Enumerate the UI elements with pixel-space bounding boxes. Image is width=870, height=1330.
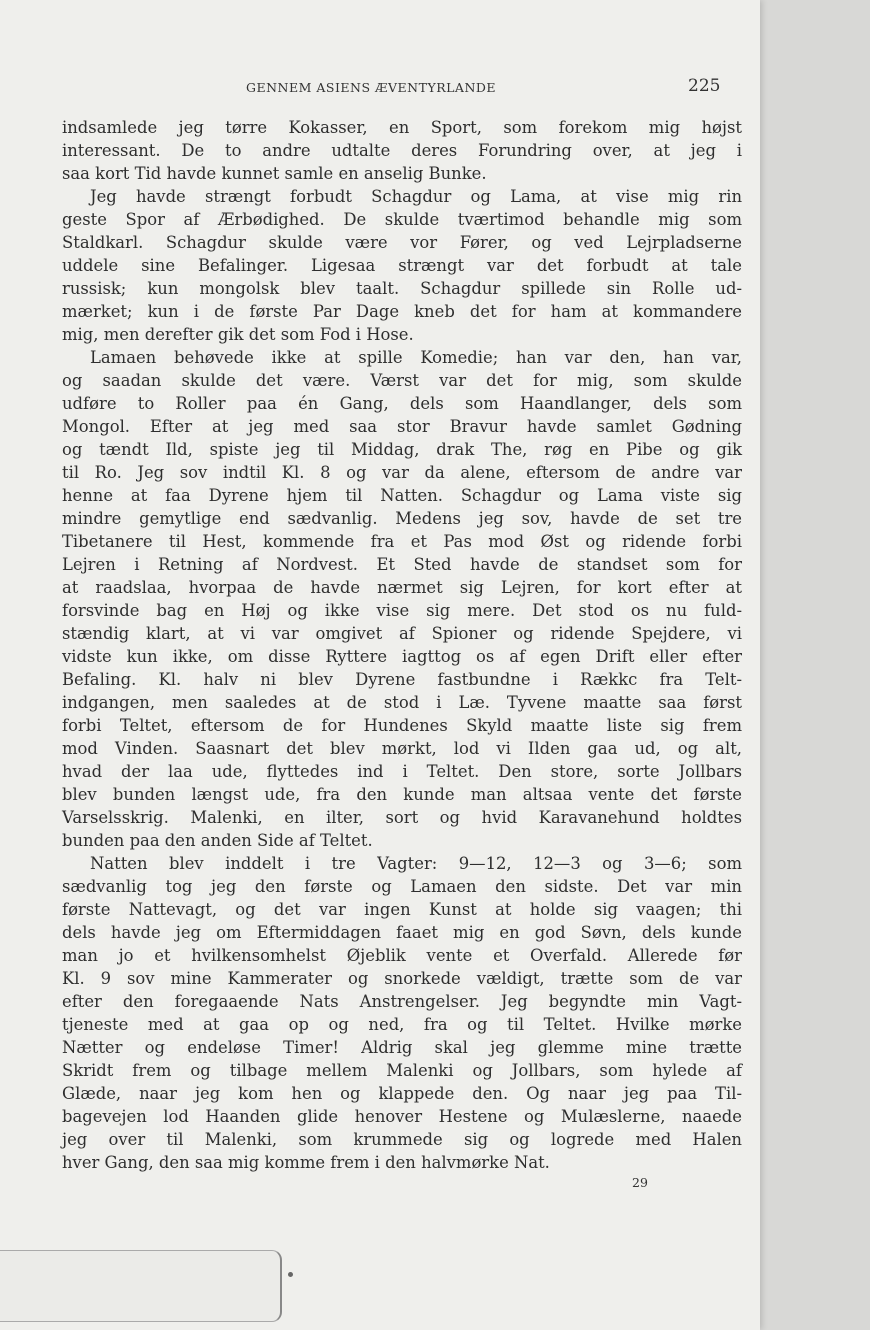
text-line: Staldkarl. Schagdur skulde være vor Fører, og ved Lejrpladserne [62,233,742,252]
text-line: jeg over til Malenki, som krummede sig og logrede med Halen [62,1130,742,1149]
text-line: Lamaen behøvede ikke at spille Komedie; han var den, han var, [90,348,742,367]
text-line: vidste kun ikke, om disse Ryttere iagttog os af egen Drift eller efter [62,647,742,666]
text-line: og saadan skulde det være. Værst var det for mig, som skulde [62,371,742,390]
text-line: russisk; kun mongolsk blev taalt. Schagdur spillede sin Rolle ud- [62,279,742,298]
text-line: mod Vinden. Saasnart det blev mørkt, lod vi Ilden gaa ud, og alt, [62,739,742,758]
text-line: man jo et hvilkensomhelst Øjeblik vente et Overfald. Allerede før [62,946,742,965]
text-line: Tibetanere til Hest, kommende fra et Pas mod Øst og ridende forbi [62,532,742,551]
text-line: Befaling. Kl. halv ni blev Dyrene fastbundne i Rækkc fra Telt- [62,670,742,689]
text-line: bunden paa den anden Side af Teltet. [62,831,373,850]
text-line: bagevejen lod Haanden glide henover Hestene og Mulæslerne, naaede [62,1107,742,1126]
text-line: Natten blev inddelt i tre Vagter: 9—12, 12—3 og 3—6; som [90,854,742,873]
text-line: henne at faa Dyrene hjem til Natten. Schagdur og Lama viste sig [62,486,742,505]
text-line: indsamlede jeg tørre Kokasser, en Sport, som forekom mig højst [62,118,742,137]
text-line: tjeneste med at gaa op og ned, fra og til Teltet. Hvilke mørke [62,1015,742,1034]
text-line: Lejren i Retning af Nordvest. Et Sted havde de standset som for [62,555,742,574]
text-line: uddele sine Befalinger. Ligesaa strængt var det forbudt at tale [62,256,742,275]
text-line: Mongol. Efter at jeg med saa stor Bravur havde samlet Gødning [62,417,742,436]
text-line: mærket; kun i de første Par Dage kneb det for ham at kommandere [62,302,742,321]
text-line: Kl. 9 sov mine Kammerater og snorkede vældigt, trætte som de var [62,969,742,988]
text-line: sædvanlig tog jeg den første og Lamaen den sidste. Det var min [62,877,742,896]
page-number: 225 [688,76,721,96]
text-line: saa kort Tid havde kunnet samle en anselig Bunke. [62,164,487,183]
running-head: GENNEM ASIENS ÆVENTYRLANDE [246,80,497,95]
text-line: hvad der laa ude, flyttedes ind i Teltet. Den store, sorte Jollbars [62,762,742,781]
text-line: geste Spor af Ærbødighed. De skulde tværtimod behandle mig som [62,210,742,229]
body-text [62,116,742,1174]
text-line: første Nattevagt, og det var ingen Kunst at holde sig vaagen; thi [62,900,742,919]
text-line: efter den foregaaende Nats Anstrengelser. Jeg begyndte min Vagt- [62,992,742,1011]
text-line: Jeg havde strængt forbudt Schagdur og Lama, at vise mig rin [90,187,742,206]
text-line: mindre gemytlige end sædvanlig. Medens jeg sov, havde de set tre [62,509,742,528]
text-line: at raadslaa, hvorpaa de havde nærmet sig Lejren, for kort efter at [62,578,742,597]
text-line: forbi Teltet, eftersom de for Hundenes Skyld maatte liste sig frem [62,716,742,735]
text-line: stændig klart, at vi var omgivet af Spioner og ridende Spejdere, vi [62,624,742,643]
text-line: Skridt frem og tilbage mellem Malenki og Jollbars, som hylede af [62,1061,742,1080]
page-header [0,76,760,100]
text-line: blev bunden længst ude, fra den kunde man altsaa vente det første [62,785,742,804]
page-edge-dot [288,1272,293,1277]
signature-mark: 29 [632,1175,648,1190]
text-line: indgangen, men saaledes at de stod i Læ. Tyvene maatte saa først [62,693,742,712]
text-line: mig, men derefter gik det som Fod i Hose. [62,325,414,344]
text-line: til Ro. Jeg sov indtil Kl. 8 og var da alene, eftersom de andre var [62,463,742,482]
text-line: og tændt Ild, spiste jeg til Middag, drak The, røg en Pibe og gik [62,440,742,459]
text-line: Varselsskrig. Malenki, en ilter, sort og hvid Karavanehund holdtes [62,808,742,827]
page-edge-tab [0,1250,282,1322]
text-line: interessant. De to andre udtalte deres Forundring over, at jeg i [62,141,742,160]
text-line: forsvinde bag en Høj og ikke vise sig mere. Det stod os nu fuld- [62,601,742,620]
text-line: Glæde, naar jeg kom hen og klappede den. Og naar jeg paa Til- [62,1084,742,1103]
text-line: Nætter og endeløse Timer! Aldrig skal jeg glemme mine trætte [62,1038,742,1057]
text-line: hver Gang, den saa mig komme frem i den halvmørke Nat. [62,1153,550,1172]
text-line: dels havde jeg om Eftermiddagen faaet mig en god Søvn, dels kunde [62,923,742,942]
text-line: udføre to Roller paa én Gang, dels som Haandlanger, dels som [62,394,742,413]
